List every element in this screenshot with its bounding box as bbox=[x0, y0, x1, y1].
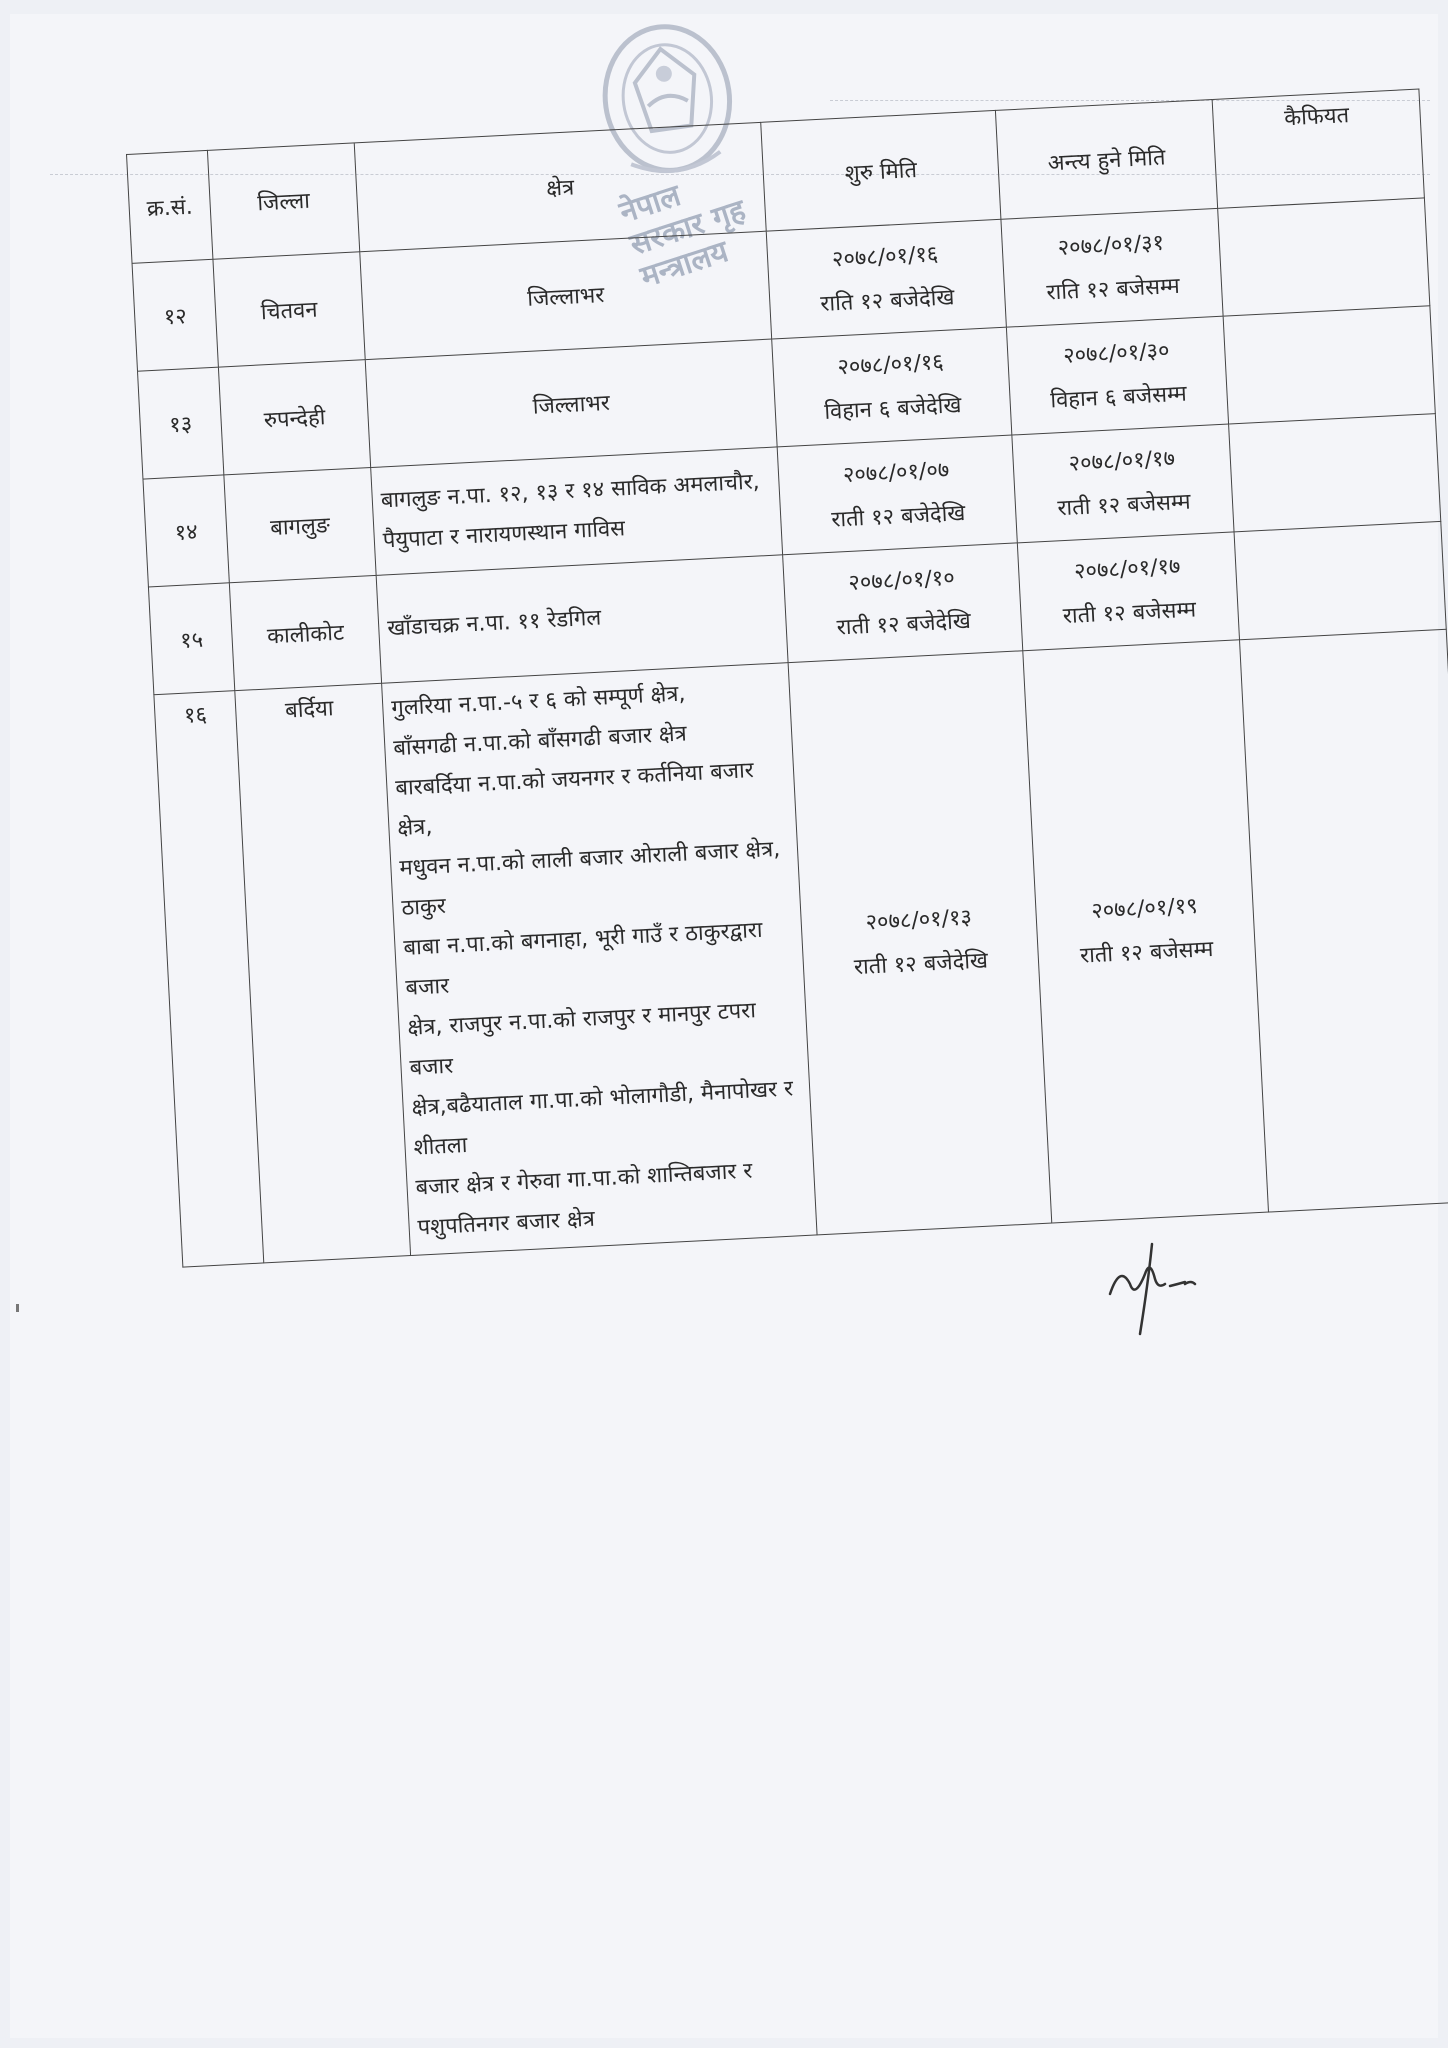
signature-icon bbox=[1090, 1224, 1210, 1344]
cell-start bbox=[783, 543, 1023, 663]
area-line: पशुपतिनगर बजार क्षेत्र bbox=[417, 1206, 596, 1241]
cell-area bbox=[365, 339, 777, 467]
cell-district: बर्दिया bbox=[235, 683, 411, 1263]
seal-caption: नेपाल सरकार गृह मन्त्रालय bbox=[615, 178, 750, 296]
cell-remarks bbox=[1218, 198, 1430, 316]
end-time: राती १२ बजेसम्म bbox=[1056, 489, 1192, 521]
start-date: २०७८/०१/१६ bbox=[836, 349, 945, 380]
cell-serial: १२ bbox=[132, 259, 218, 371]
area-line: मधुवन न.पा.को लाली बजार ओराली बजार क्षेत्र, ठाकुर bbox=[398, 836, 781, 922]
end-date: २०७८/०१/१७ bbox=[1073, 553, 1182, 585]
cell-start bbox=[777, 435, 1017, 555]
scanned-page bbox=[10, 14, 1438, 2038]
cell-start bbox=[766, 219, 1006, 339]
cell-end bbox=[1006, 316, 1228, 435]
cell-start bbox=[772, 327, 1012, 447]
cell-serial: १३ bbox=[138, 367, 224, 479]
cell-start bbox=[788, 651, 1052, 1235]
area-line: बाँसगढी न.पा.को बाँसगढी बजार क्षेत्र bbox=[392, 721, 688, 762]
cell-remarks bbox=[1223, 306, 1435, 424]
header-start-date: शुरु मिति bbox=[761, 110, 1001, 231]
cell-district: बागलुङ bbox=[224, 468, 376, 583]
start-date: २०७८/०१/०७ bbox=[842, 457, 950, 488]
cell-end bbox=[1023, 640, 1269, 1223]
cell-area bbox=[376, 555, 788, 683]
cell-serial: १५ bbox=[148, 583, 234, 695]
end-time: राती १२ बजेसम्म bbox=[1062, 596, 1197, 629]
end-date: २०७८/०१/३० bbox=[1062, 337, 1171, 369]
start-time: राति १२ बजेदेखि bbox=[819, 284, 955, 317]
start-time: राती १२ बजेदेखि bbox=[853, 948, 989, 981]
area-line: क्षेत्र, राजपुर न.पा.को राजपुर र मानपुर टपरा बजार bbox=[406, 998, 757, 1081]
scan-edge-mark bbox=[16, 1304, 19, 1312]
area-line: पैयुपाटा र नारायणस्थान गाविस bbox=[382, 515, 626, 553]
cell-remarks bbox=[1229, 414, 1441, 532]
start-date: २०७८/०१/१६ bbox=[831, 241, 939, 272]
cell-area bbox=[371, 447, 783, 575]
start-time: विहान ६ बजेदेखि bbox=[823, 392, 963, 425]
cell-end bbox=[1001, 208, 1223, 327]
area-line: बागलुङ न.पा. १२, १३ र १४ साविक अमलाचौर, bbox=[380, 468, 761, 514]
cell-district: रुपन्देही bbox=[218, 360, 370, 475]
area-line: गुलरिया न.पा.-५ र ६ को सम्पूर्ण क्षेत्र, bbox=[390, 681, 687, 722]
prohibition-order-table bbox=[126, 88, 1448, 1267]
end-date: २०७८/०१/१९ bbox=[1090, 893, 1199, 925]
cell-end bbox=[1017, 532, 1239, 651]
cell-remarks bbox=[1234, 521, 1446, 639]
cell-remarks bbox=[1240, 629, 1448, 1212]
area-line: जिल्लाभर bbox=[526, 282, 605, 312]
cell-area bbox=[360, 231, 772, 359]
area-line: बाबा न.पा.को बगनाहा, भूरी गाउँ र ठाकुरद्वारा बजार bbox=[402, 917, 764, 1001]
header-area: क्षेत्र bbox=[354, 122, 766, 251]
end-date: २०७८/०१/३१ bbox=[1057, 230, 1165, 261]
notice-table-container bbox=[126, 94, 1374, 1283]
start-date: २०७८/०१/१३ bbox=[865, 905, 973, 936]
area-line: क्षेत्र,बढैयाताल गा.पा.को भोलागौडी, मैनापोखर र शीतला bbox=[411, 1076, 794, 1161]
area-line: बजार क्षेत्र र गेरुवा गा.पा.को शान्तिबजार र bbox=[415, 1158, 753, 1201]
start-time: राती १२ बजेदेखि bbox=[836, 608, 972, 641]
cell-area bbox=[382, 663, 817, 1256]
start-time: राती १२ बजेदेखि bbox=[830, 500, 966, 533]
header-serial: क्र.सं. bbox=[127, 150, 213, 263]
cell-serial: १६ bbox=[154, 691, 264, 1267]
area-line: बारबर्दिया न.पा.को जयनगर र कर्तनिया बजार क्षेत्र, bbox=[394, 758, 755, 842]
cell-end bbox=[1012, 424, 1234, 543]
header-end-date: अन्त्य हुने मिति bbox=[995, 99, 1217, 219]
end-time: राती १२ बजेसम्म bbox=[1079, 937, 1214, 969]
area-line: जिल्लाभर bbox=[532, 390, 611, 420]
cell-serial: १४ bbox=[143, 475, 229, 587]
cell-district: कालीकोट bbox=[229, 575, 381, 690]
end-date: २०७८/०१/१७ bbox=[1068, 445, 1176, 477]
header-remarks: कैफियत bbox=[1212, 89, 1424, 208]
area-line: खाँडाचक्र न.पा. ११ रेडगिल bbox=[386, 605, 602, 641]
end-time: विहान ६ बजेसम्म bbox=[1049, 381, 1188, 414]
start-date: २०७८/०१/१० bbox=[847, 565, 956, 596]
cell-district: चितवन bbox=[213, 252, 365, 367]
table-row bbox=[154, 629, 1448, 1267]
header-district: जिल्ला bbox=[207, 143, 359, 259]
end-time: राति १२ बजेसम्म bbox=[1045, 273, 1181, 306]
